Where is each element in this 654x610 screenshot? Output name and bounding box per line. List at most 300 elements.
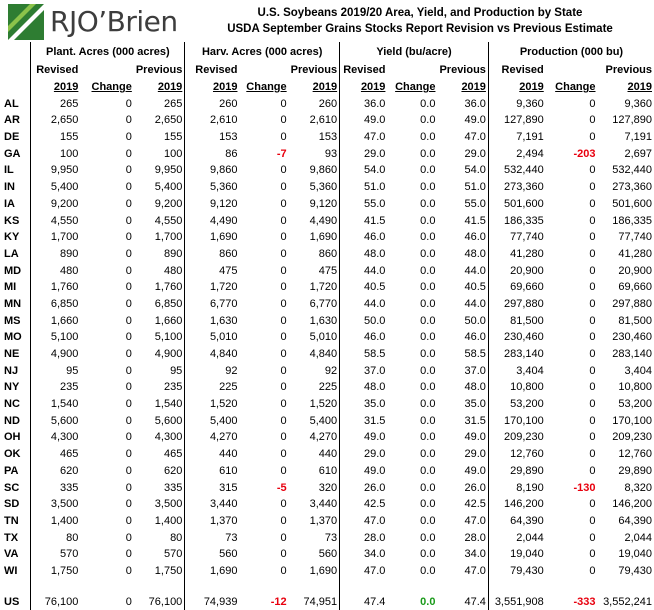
state-code: LA [0,246,31,263]
spacer-row [0,579,654,593]
value-cell: 480 [134,262,185,279]
change-cell: 0 [546,246,598,263]
group-header: Production (000 bu) [488,42,654,62]
change-cell: 0 [239,246,288,263]
header-change: Change [239,79,288,96]
value-cell: 47.0 [340,129,388,146]
value-cell: 3,440 [289,496,340,513]
value-cell: 36.0 [340,95,388,112]
change-cell: 0 [80,179,133,196]
change-cell: 0 [546,129,598,146]
change-cell: 0 [80,412,133,429]
change-cell: 0.0 [387,329,437,346]
change-cell: 0.0 [387,446,437,463]
value-cell: 41,280 [598,246,654,263]
report-title: U.S. Soybeans 2019/20 Area, Yield, and Production by State [220,7,620,19]
change-cell: 0.0 [387,162,437,179]
value-cell: 81,500 [598,312,654,329]
value-cell: 153 [185,129,240,146]
state-code: MO [0,329,31,346]
table-row [0,196,654,213]
value-cell: 4,270 [289,429,340,446]
state-code: MN [0,296,31,313]
value-cell: 19,040 [598,546,654,563]
header-year: 2019 [134,79,185,96]
value-cell: 127,890 [598,112,654,129]
value-cell: 95 [31,362,81,379]
value-cell: 1,370 [289,513,340,530]
change-cell: -203 [546,145,598,162]
value-cell: 2,610 [289,112,340,129]
value-cell: 475 [185,262,240,279]
value-cell: 20,900 [488,262,545,279]
change-cell: 0 [239,513,288,530]
value-cell: 41,280 [488,246,545,263]
change-cell: 0 [239,346,288,363]
value-cell: 73 [289,529,340,546]
value-cell: 501,600 [488,196,545,213]
change-cell: 0.0 [387,179,437,196]
value-cell: 5,400 [31,179,81,196]
spacer-cell [239,579,288,593]
change-cell: 0 [80,379,133,396]
value-cell: 36.0 [437,95,488,112]
value-cell: 3,404 [598,362,654,379]
change-cell: 0 [546,162,598,179]
state-code: OH [0,429,31,446]
state-code: WI [0,563,31,580]
state-code: SC [0,479,31,496]
value-cell: 570 [31,546,81,563]
value-cell: 9,860 [185,162,240,179]
table-row [0,279,654,296]
value-cell: 3,440 [185,496,240,513]
state-code: AL [0,95,31,112]
state-code: TN [0,513,31,530]
value-cell: 1,690 [289,229,340,246]
change-cell: 0 [80,546,133,563]
change-cell: 0.0 [387,379,437,396]
change-cell: 0 [546,529,598,546]
value-cell: 34.0 [437,546,488,563]
value-cell: 58.5 [437,346,488,363]
header-spacer [546,62,598,79]
value-cell: 100 [134,145,185,162]
change-cell: 0.0 [387,229,437,246]
header-revised: Revised [340,62,388,79]
change-cell: 0 [546,429,598,446]
value-cell: 42.5 [437,496,488,513]
value-cell: 41.5 [340,212,388,229]
value-cell: 283,140 [488,346,545,363]
value-cell: 12,760 [488,446,545,463]
value-cell: 77,740 [598,229,654,246]
change-cell: 0 [239,396,288,413]
change-cell: 0.0 [387,593,437,610]
change-cell: 0 [239,379,288,396]
value-cell: 44.0 [437,262,488,279]
value-cell: 47.0 [340,513,388,530]
table-row [0,162,654,179]
change-cell: 0 [239,312,288,329]
value-cell: 7,191 [598,129,654,146]
change-cell: 0.0 [387,145,437,162]
value-cell: 81,500 [488,312,545,329]
value-cell: 3,500 [134,496,185,513]
value-cell: 46.0 [340,229,388,246]
change-cell: 0 [239,496,288,513]
value-cell: 265 [31,95,81,112]
change-cell: 0.0 [387,212,437,229]
value-cell: 6,770 [185,296,240,313]
value-cell: 235 [134,379,185,396]
change-cell: 0 [80,279,133,296]
value-cell: 48.0 [437,246,488,263]
state-code: OK [0,446,31,463]
header-year: 2019 [598,79,654,96]
value-cell: 86 [185,145,240,162]
table-row [0,346,654,363]
header-row-1 [0,62,654,79]
change-cell: 0 [80,129,133,146]
value-cell: 46.0 [340,329,388,346]
value-cell: 46.0 [437,329,488,346]
value-cell: 273,360 [488,179,545,196]
value-cell: 4,900 [134,346,185,363]
change-cell: 0 [239,463,288,480]
value-cell: 155 [134,129,185,146]
change-cell: 0.0 [387,429,437,446]
value-cell: 49.0 [340,429,388,446]
state-code: NY [0,379,31,396]
header-spacer [239,62,288,79]
header-year: 2019 [340,79,388,96]
value-cell: 47.0 [437,129,488,146]
value-cell: 501,600 [598,196,654,213]
value-cell: 1,540 [31,396,81,413]
value-cell: 3,552,241 [598,593,654,610]
change-cell: 0 [239,112,288,129]
value-cell: 29.0 [340,446,388,463]
value-cell: 4,900 [31,346,81,363]
change-cell: 0 [546,496,598,513]
value-cell: 186,335 [598,212,654,229]
state-code: GA [0,145,31,162]
value-cell: 1,760 [134,279,185,296]
value-cell: 37.0 [340,362,388,379]
change-cell: 0 [546,379,598,396]
change-cell: -7 [239,145,288,162]
value-cell: 48.0 [340,379,388,396]
value-cell: 4,490 [289,212,340,229]
value-cell: 79,430 [488,563,545,580]
value-cell: 9,950 [31,162,81,179]
value-cell: 1,630 [185,312,240,329]
header-previous: Previous [437,62,488,79]
change-cell: 0 [239,212,288,229]
state-code: SD [0,496,31,513]
change-cell: 0 [80,196,133,213]
table-row [0,429,654,446]
value-cell: 610 [289,463,340,480]
value-cell: 2,044 [598,529,654,546]
value-cell: 40.5 [437,279,488,296]
change-cell: 0 [546,412,598,429]
value-cell: 5,400 [134,179,185,196]
table-row [0,513,654,530]
value-cell: 170,100 [488,412,545,429]
header-previous: Previous [134,62,185,79]
value-cell: 42.5 [340,496,388,513]
state-code: NC [0,396,31,413]
spacer-cell [488,579,545,593]
value-cell: 1,690 [185,229,240,246]
value-cell: 37.0 [437,362,488,379]
value-cell: 44.0 [340,296,388,313]
value-cell: 50.0 [437,312,488,329]
change-cell: 0 [239,162,288,179]
value-cell: 5,600 [134,412,185,429]
value-cell: 170,100 [598,412,654,429]
header-change: Change [387,79,437,96]
change-cell: 0 [80,346,133,363]
state-code: IA [0,196,31,213]
value-cell: 26.0 [340,479,388,496]
logo-text: RJO’Brien [50,5,178,38]
value-cell: 6,850 [134,296,185,313]
value-cell: 92 [185,362,240,379]
change-cell: 0 [239,262,288,279]
value-cell: 69,660 [488,279,545,296]
value-cell: 5,100 [31,329,81,346]
value-cell: 5,600 [31,412,81,429]
value-cell: 28.0 [340,529,388,546]
change-cell: 0 [239,429,288,446]
value-cell: 49.0 [437,463,488,480]
value-cell: 560 [289,546,340,563]
value-cell: 64,390 [598,513,654,530]
table-row [0,463,654,480]
value-cell: 79,430 [598,563,654,580]
value-cell: 890 [31,246,81,263]
value-cell: 93 [289,145,340,162]
change-cell: 0.0 [387,546,437,563]
change-cell: 0 [546,112,598,129]
state-code: VA [0,546,31,563]
group-header: Yield (bu/acre) [340,42,489,62]
value-cell: 260 [185,95,240,112]
spacer-cell [134,579,185,593]
value-cell: 297,880 [598,296,654,313]
value-cell: 9,950 [134,162,185,179]
value-cell: 320 [289,479,340,496]
value-cell: 1,520 [289,396,340,413]
value-cell: 265 [134,95,185,112]
change-cell: 0.0 [387,262,437,279]
change-cell: 0 [239,529,288,546]
change-cell: 0 [80,496,133,513]
value-cell: 890 [134,246,185,263]
change-cell: 0 [239,279,288,296]
header-revised: Revised [185,62,240,79]
value-cell: 47.0 [437,563,488,580]
change-cell: 0.0 [387,463,437,480]
header-year: 2019 [185,79,240,96]
value-cell: 53,200 [598,396,654,413]
table-row [0,212,654,229]
value-cell: 209,230 [488,429,545,446]
value-cell: 1,630 [289,312,340,329]
value-cell: 69,660 [598,279,654,296]
header-year: 2019 [488,79,545,96]
value-cell: 2,044 [488,529,545,546]
state-code: AR [0,112,31,129]
value-cell: 47.0 [437,513,488,530]
header-spacer [387,62,437,79]
state-code: NJ [0,362,31,379]
value-cell: 73 [185,529,240,546]
value-cell: 4,300 [134,429,185,446]
value-cell: 41.5 [437,212,488,229]
table-row [0,362,654,379]
change-cell: 0 [80,329,133,346]
value-cell: 29,890 [488,463,545,480]
change-cell: 0 [239,446,288,463]
value-cell: 146,200 [598,496,654,513]
report-subtitle: USDA September Grains Stocks Report Revision vs Previous Estimate [220,23,620,35]
header-previous: Previous [289,62,340,79]
change-cell: 0.0 [387,496,437,513]
value-cell: 570 [134,546,185,563]
value-cell: 1,700 [134,229,185,246]
value-cell: 48.0 [340,246,388,263]
change-cell: 0 [80,229,133,246]
header-spacer [0,62,31,79]
value-cell: 74,951 [289,593,340,610]
value-cell: 9,120 [289,196,340,213]
table-row [0,296,654,313]
value-cell: 54.0 [340,162,388,179]
value-cell: 51.0 [340,179,388,196]
value-cell: 465 [134,446,185,463]
change-cell: 0 [80,262,133,279]
value-cell: 1,660 [31,312,81,329]
header-previous: Previous [598,62,654,79]
table-row [0,129,654,146]
table-row [0,563,654,580]
change-cell: 0 [239,95,288,112]
change-cell: 0 [546,396,598,413]
value-cell: 5,100 [134,329,185,346]
value-cell: 55.0 [437,196,488,213]
value-cell: 28.0 [437,529,488,546]
value-cell: 19,040 [488,546,545,563]
value-cell: 5,010 [289,329,340,346]
table-row [0,546,654,563]
value-cell: 47.0 [340,563,388,580]
value-cell: 283,140 [598,346,654,363]
change-cell: 0.0 [387,312,437,329]
table-row [0,446,654,463]
value-cell: 34.0 [340,546,388,563]
value-cell: 100 [31,145,81,162]
change-cell: 0 [239,296,288,313]
value-cell: 225 [289,379,340,396]
value-cell: 1,520 [185,396,240,413]
table-row [0,396,654,413]
change-cell: -333 [546,593,598,610]
header-change: Change [80,79,133,96]
value-cell: 1,750 [31,563,81,580]
value-cell: 80 [31,529,81,546]
table-row [0,312,654,329]
state-code: DE [0,129,31,146]
value-cell: 146,200 [488,496,545,513]
state-code: KY [0,229,31,246]
change-cell: 0.0 [387,362,437,379]
value-cell: 2,697 [598,145,654,162]
table-row [0,95,654,112]
value-cell: 29.0 [437,446,488,463]
value-cell: 2,650 [134,112,185,129]
change-cell: 0.0 [387,396,437,413]
change-cell: 0 [80,145,133,162]
value-cell: 35.0 [340,396,388,413]
state-code: KS [0,212,31,229]
value-cell: 47.4 [437,593,488,610]
change-cell: 0 [239,196,288,213]
value-cell: 2,650 [31,112,81,129]
value-cell: 225 [185,379,240,396]
value-cell: 95 [134,362,185,379]
value-cell: 1,720 [185,279,240,296]
value-cell: 6,850 [31,296,81,313]
change-cell: 0 [80,479,133,496]
change-cell: 0.0 [387,412,437,429]
change-cell: 0 [546,279,598,296]
change-cell: 0 [546,262,598,279]
soybean-table [0,42,654,610]
value-cell: 47.4 [340,593,388,610]
value-cell: 74,939 [185,593,240,610]
value-cell: 9,860 [289,162,340,179]
value-cell: 10,800 [488,379,545,396]
change-cell: 0 [546,546,598,563]
value-cell: 48.0 [437,379,488,396]
value-cell: 532,440 [598,162,654,179]
change-cell: 0 [239,179,288,196]
value-cell: 77,740 [488,229,545,246]
change-cell: 0 [239,412,288,429]
value-cell: 64,390 [488,513,545,530]
header-spacer [0,79,31,96]
state-code: IN [0,179,31,196]
change-cell: 0 [239,129,288,146]
value-cell: 273,360 [598,179,654,196]
value-cell: 235 [31,379,81,396]
header-year: 2019 [437,79,488,96]
table-row [0,112,654,129]
change-cell: 0.0 [387,279,437,296]
header-revised: Revised [488,62,545,79]
value-cell: 44.0 [437,296,488,313]
value-cell: 315 [185,479,240,496]
table-row [0,246,654,263]
state-code: TX [0,529,31,546]
change-cell: 0 [80,429,133,446]
value-cell: 4,550 [134,212,185,229]
value-cell: 335 [31,479,81,496]
